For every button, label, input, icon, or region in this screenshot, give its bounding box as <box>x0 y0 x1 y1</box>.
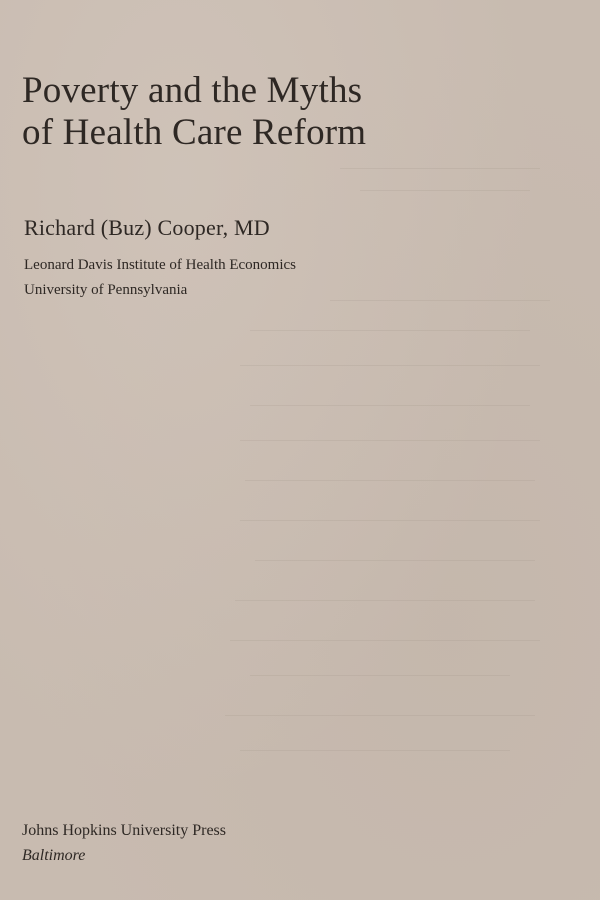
affiliation-university: University of Pennsylvania <box>24 282 188 298</box>
author-name: Richard (Buz) Cooper, MD <box>24 215 270 240</box>
book-title <box>22 70 482 154</box>
book-title-line-2: of Health Care Reform <box>22 112 367 154</box>
book-title-line-1: Poverty and the Myths <box>22 70 363 111</box>
affiliation-institute: Leonard Davis Institute of Health Economics <box>24 257 297 273</box>
author-affiliation <box>24 253 296 303</box>
publisher-block <box>22 818 226 868</box>
publisher-city: Baltimore <box>22 847 86 864</box>
publisher-name: Johns Hopkins University Press <box>22 822 227 839</box>
